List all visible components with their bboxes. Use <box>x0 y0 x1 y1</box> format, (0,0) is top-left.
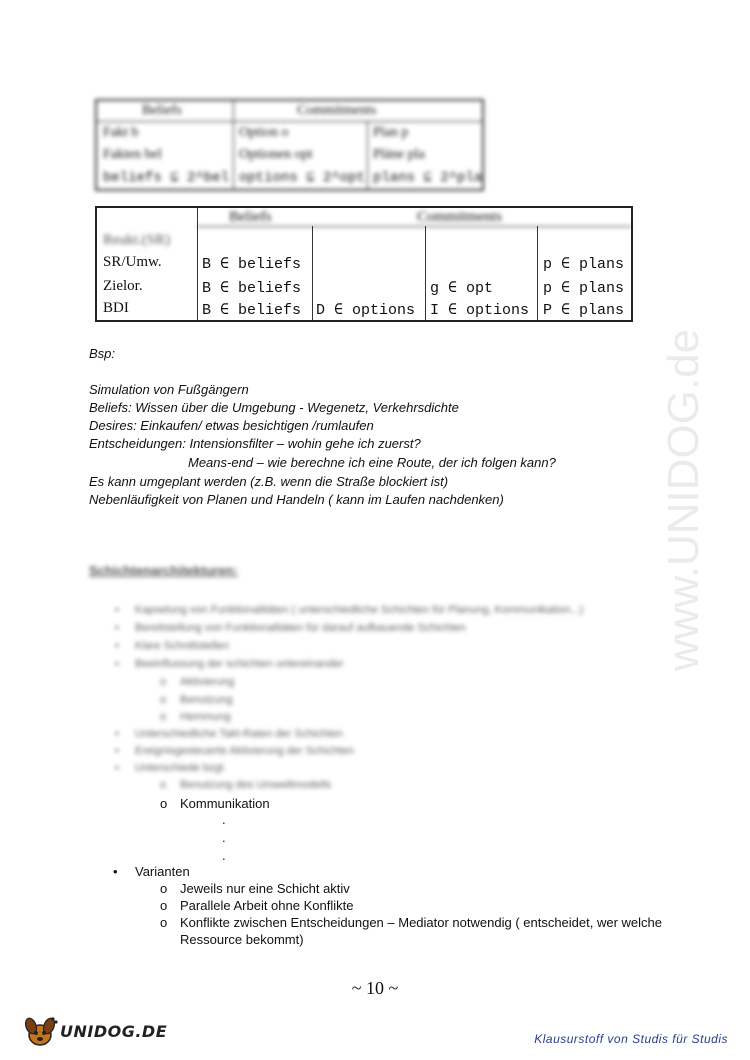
variant-item: Jeweils nur eine Schicht aktiv <box>180 881 350 896</box>
table2-cell: p ∈ plans <box>543 280 625 297</box>
example-line: Nebenläufigkeit von Planen und Handeln ( kann im Laufen nachdenken) <box>89 492 504 507</box>
table2-row-label: Reakt.(SR) <box>103 232 171 248</box>
bullet-text: Ereignisgesteuerte Aktivierung der Schichten <box>135 745 354 757</box>
table1-header-commitments: Commitments <box>297 103 377 118</box>
bullet-text: Kapselung von Funktionalitäten ( unterschiedliche Schichten für Planung, Kommunikation...) <box>135 604 584 616</box>
ellipsis-dot: . <box>222 848 226 863</box>
sub-bullet-marker: o <box>160 796 168 811</box>
example-line: Entscheidungen: Intensionsfilter – wohin gehe ich zuerst? <box>89 436 421 451</box>
dog-icon <box>22 1013 58 1049</box>
example-line: Es kann umgeplant werden (z.B. wenn die Straße blockiert ist) <box>89 474 449 489</box>
table2-row-label: SR/Umw. <box>103 254 162 270</box>
footer-text: Klausurstoff von Studis für Studis <box>534 1032 728 1046</box>
table1-cell: Pläne pla <box>373 147 425 162</box>
table2-header-commitments: Commitments <box>417 209 503 225</box>
blurred-bullet-list: • Kapselung von Funktionalitäten ( unterschiedliche Schichten für Planung, Kommunikation...) • Bereitstellung von Funktionalitäten für darauf aufbauende Schichten • Klare Schnittstellen • Beeinflussung der schichten untereinander o Aktivierung o Benutzung o Hemmung • Unterschiedliche Takt-Raten der Schichten • Ereignisgesteuerte Aktivierung der Schichten • Unterschiede bzgl. o Benutzung des Umweltmodells <box>115 604 584 791</box>
bullet-marker: • <box>113 864 118 879</box>
section-title: Schichtenarchitekturen: <box>89 563 238 578</box>
table2-cell: g ∈ opt <box>430 280 494 297</box>
table1-cell: Plan p <box>373 125 409 140</box>
sub-bullet-text: Benutzung des Umweltmodells <box>180 779 332 791</box>
table1-cell: beliefs ⊆ 2^bel <box>103 170 230 186</box>
unidog-logo <box>22 1013 167 1049</box>
sub-bullet-text: Aktivierung <box>180 676 235 688</box>
table1-header-beliefs: Beliefs <box>142 103 182 118</box>
table2-cell: D ∈ options <box>316 302 416 319</box>
sub-bullet-marker: o <box>160 915 168 930</box>
table1-cell: Optionen opt <box>239 147 313 162</box>
table2-cell: B ∈ beliefs <box>202 256 302 273</box>
table1-cell: Fakt b <box>103 125 139 140</box>
example-line: Simulation von Fußgängern <box>89 382 249 397</box>
page-number: ~ 10 ~ <box>351 978 399 998</box>
sub-bullet-text: Kommunikation <box>180 796 270 811</box>
ellipsis-dot: . <box>222 830 226 845</box>
variants-label: Varianten <box>135 864 190 879</box>
table2-cell: B ∈ beliefs <box>202 280 302 297</box>
table2-cell: I ∈ options <box>430 302 530 319</box>
table2-row-label: Zielor. <box>103 278 143 294</box>
beliefs-commitments-table <box>95 99 484 191</box>
bullet-text: Unterschiede bzgl. <box>135 762 227 774</box>
table2-header-beliefs: Beliefs <box>229 209 272 225</box>
table2-cell: B ∈ beliefs <box>202 302 302 319</box>
table2-cell: P ∈ plans <box>543 302 625 319</box>
variant-item: Parallele Arbeit ohne Konflikte <box>180 898 354 913</box>
table2-blurred-header <box>97 208 631 258</box>
table1-cell: options ⊆ 2^opt <box>239 170 366 186</box>
table1-cell: Option o <box>239 125 289 140</box>
watermark-text: www.UNIDOG.de <box>659 328 708 672</box>
variant-item: Konflikte zwischen Entscheidungen – Mediator notwendig ( entscheidet, wer welche <box>180 915 662 930</box>
bullet-text: Unterschiedliche Takt-Raten der Schichten <box>135 728 343 740</box>
logo-text: UNIDOG.DE <box>60 1021 168 1041</box>
variant-item-continued: Ressource bekommt) <box>180 932 304 947</box>
table1-cell: Fakten bel <box>103 147 162 162</box>
sub-bullet-text: Hemmung <box>180 711 231 723</box>
table1-cell: plans ⊆ 2^pla <box>373 170 483 186</box>
agent-types-table <box>95 206 633 322</box>
example-line: Means-end – wie berechne ich eine Route, der ich folgen kann? <box>188 455 556 470</box>
table2-row-label: BDI <box>103 300 129 316</box>
bullet-text: Beeinflussung der schichten untereinander <box>135 658 344 670</box>
example-heading: Bsp: <box>89 346 116 361</box>
example-line: Desires: Einkaufen/ etwas besichtigen /rumlaufen <box>89 418 374 433</box>
sub-bullet-text: Benutzung <box>180 694 233 706</box>
bullet-text: Bereitstellung von Funktionalitäten für darauf aufbauende Schichten <box>135 622 466 634</box>
ellipsis-dot: . <box>222 812 226 827</box>
watermark <box>659 270 728 730</box>
table2-cell: p ∈ plans <box>543 256 625 273</box>
bullet-text: Klare Schnittstellen <box>135 640 230 652</box>
example-line: Beliefs: Wissen über die Umgebung - Wegenetz, Verkehrsdichte <box>89 400 459 415</box>
sub-bullet-marker: o <box>160 898 168 913</box>
sub-bullet-marker: o <box>160 881 168 896</box>
